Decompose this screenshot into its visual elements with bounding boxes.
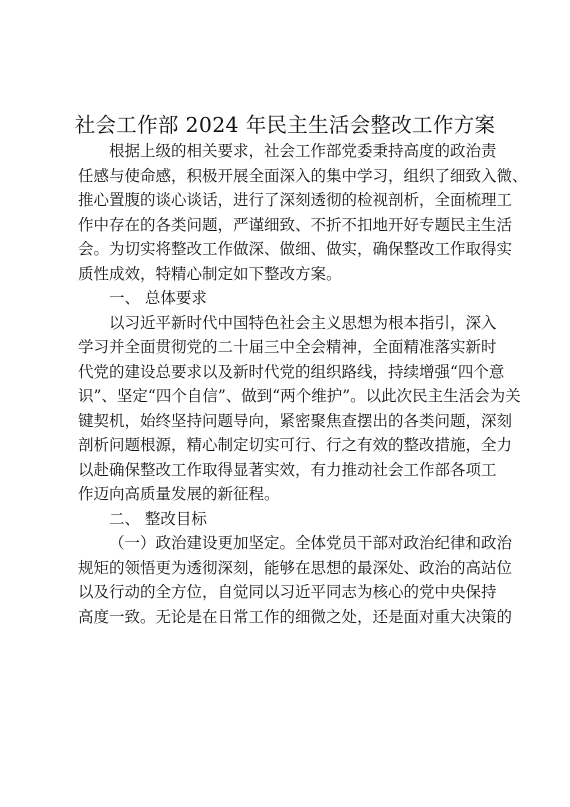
section-heading: 二、 整改目标 bbox=[109, 509, 207, 528]
paragraph-line: 代党的建设总要求以及新时代党的组织路线，持续增强“四个意 bbox=[78, 362, 505, 381]
paragraph-line: 以习近平新时代中国特色社会主义思想为根本指引，深入 bbox=[109, 313, 497, 332]
paragraph-line: 以赴确保整改工作取得显著实效，有力推动社会工作部各项工 bbox=[78, 460, 497, 479]
paragraph-line: 根据上级的相关要求，社会工作部党委秉持高度的政治责 bbox=[109, 142, 497, 160]
paragraph-line: 任感与使命感，积极开展全面深入的集中学习，组织了细致入微、 bbox=[78, 166, 528, 185]
paragraph-line: 规矩的领悟更为透彻深刻，能够在思想的最深处、政治的高站位 bbox=[78, 558, 513, 577]
paragraph-line: 学习并全面贯彻党的二十届三中全会精神，全面精准落实新时 bbox=[78, 338, 497, 356]
paragraph-line: 质性成效，特精心制定如下整改方案。 bbox=[78, 264, 342, 283]
paragraph-line: 剖析问题根源，精心制定切实可行、行之有效的整改措施，全力 bbox=[78, 436, 513, 454]
paragraph-line: 会。为切实将整改工作做深、做细、做实，确保整改工作取得实 bbox=[78, 240, 513, 258]
paragraph-line: 识”、坚定“四个自信”、做到“两个维护”。以此次民主生活会为关 bbox=[78, 387, 521, 405]
paragraph-line: （一）政治建设更加坚定。全体党员干部对政治纪律和政治 bbox=[109, 534, 513, 552]
section-heading: 一、 总体要求 bbox=[109, 289, 207, 307]
document-title: 社会工作部 2024 年民主生活会整改工作方案 bbox=[74, 113, 496, 137]
paragraph-line: 高度一致。无论是在日常工作的细微之处，还是面对重大决策的 bbox=[78, 607, 513, 626]
paragraph-line: 以及行动的全方位，自觉同以习近平同志为核心的党中央保持 bbox=[78, 583, 497, 601]
paragraph-line: 作中存在的各类问题，严谨细致、不折不扣地开好专题民主生活 bbox=[78, 215, 513, 234]
paragraph-line: 键契机，始终坚持问题导向，紧密聚焦查摆出的各类问题，深刻 bbox=[78, 411, 513, 430]
document-body bbox=[78, 139, 528, 629]
paragraph-line: 推心置腹的谈心谈话，进行了深刻透彻的检视剖析，全面梳理工 bbox=[78, 191, 513, 209]
paragraph-line: 作迈向高质量发展的新征程。 bbox=[78, 485, 280, 503]
